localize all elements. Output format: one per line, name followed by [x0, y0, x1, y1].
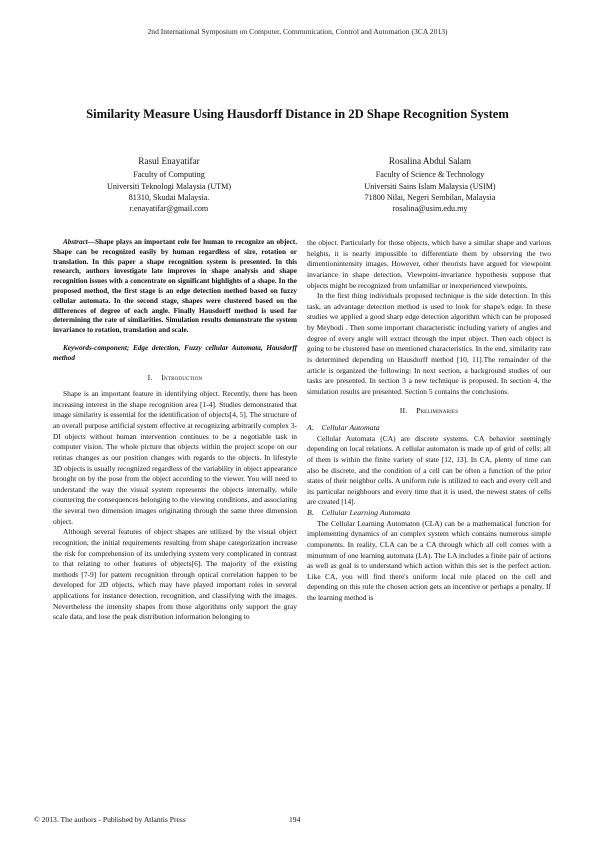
- cellular-learning-automata-paragraph: The Cellular Learning Automaton (CLA) can be a mathematical function for implementing dynamics of an complex system which contains numerous simple components. In reality, CLA can be a CA through which all cell comes with a minumum of one learning automata (LA). The LA includes a finite pair of actions as well as goal is to understand which action within this set is the perfect action. Like CA, you will find there's uniform local rule placed on the cell and depending on this rule the chosen action gets an incentive or perhaps a penalty. If the learning method is: [307, 518, 551, 602]
- abstract: [53, 238, 297, 336]
- right-column: [307, 238, 551, 604]
- conference-header: 2nd International Symposium on Computer, Communication, Control and Automation (3CA 2013): [147, 27, 448, 36]
- author-email[interactable]: rosalina@usim.edu.my: [392, 204, 468, 214]
- author-address: 81310, Skudai Malaysia.: [128, 192, 210, 202]
- author-block-1: [54, 156, 284, 214]
- section-title: Preliminaries: [416, 406, 459, 416]
- method-overview-paragraph: In the first thing individuals proposed technique is the side detection. In this task, an advantage detection method is used to look for shape's edge. In these studies we applied a good sharp edge detection algorithm which can be proposed by Meybodi . Then some important characteristic including variety of angles and degree of every angle will extract through the input object. Then each object is going to be clustered base on mentioned characteristics. In the end, similarity rate is determined depending on Hausdorff method [10, 11].The remainder of the article is organized the following: In next section, a background studies of our tasks are presented. In section 3 a new technique is proposed. In section 4, the simulation results are presented. Section 5 contains the conclusions.: [307, 291, 551, 396]
- subsection-heading-cellular-automata: [307, 423, 551, 434]
- section-heading-introduction: [53, 373, 297, 384]
- section-title: Introduction: [161, 372, 203, 382]
- left-column: [53, 238, 297, 623]
- keywords: Keywords-component; Edge detection, Fuzzy cellular Automata, Hausdorff method: [53, 343, 297, 362]
- page-number: 194: [289, 815, 301, 824]
- author-university: Universiti Sains Islam Malaysia (USIM): [364, 181, 496, 191]
- section-heading-preliminaries: [307, 406, 551, 417]
- author-address: 71800 Nilai, Negeri Sembilan, Malaysia: [364, 192, 496, 202]
- continued-paragraph: the object. Particularly for those objects, which have a similar shape and various heights, it is nearly impossible to differentiate them by observing the two dimentionintensity images. However, other theorists have argued for viewpoint invariance in shape detection. Viewpoint-invariance hypothesis suppose that objects might be recognized from unfamiliar or inexperienced viewpoints.: [307, 238, 551, 290]
- author-name: Rasul Enayatifar: [138, 156, 200, 166]
- subsection-title: Cellular Automata: [321, 423, 380, 432]
- abstract-text: —Shape plays an important role for human to recognize an object. Shape can be recognized easily by human regardless of size, rotation or translation. In this paper a shape recognition system is presented. In this research, authors investigate late improves in shape analysis and shape recognition issues with a concentrate on significant highlights of a shape. In the proposed method, the first stage is an edge detection method based on fuzzy cellular automata. In the second stage, shapes were clustered based on the differences of degree of each angle. Finally Hausdorff method is used for determining the rate of similarities. Simulation results demonstrate the system invariance to rotation, translation and scale.: [53, 238, 297, 335]
- subsection-label: A.: [307, 423, 314, 432]
- section-number: I.: [147, 372, 153, 382]
- footer-copyright: © 2013. The authors - Published by Atlantis Press: [34, 815, 186, 824]
- author-university: Universiti Teknologi Malaysia (UTM): [106, 181, 232, 191]
- author-name: Rosalina Abdul Salam: [388, 156, 472, 166]
- author-email[interactable]: r.enayatifar@gmail.com: [129, 204, 209, 214]
- author-block-2: [315, 156, 545, 214]
- subsection-heading-cellular-learning-automata: [307, 508, 551, 519]
- cellular-automata-paragraph: Cellular Automata (CA) are discrete systems. CA behavior seemingly depending on local relations. A cellular automaton is made up of grid of cells; all of them is within the finite variety of state [12, 13]. In CA, plenty of time can also be discrete, and the condition of a cell can be often a function of the prior states of their neighbor cells. A uniform rule is utilized to each and every cell and its particular neighbours and every time that it is used, the newest states of cells are created [14].: [307, 433, 551, 507]
- abstract-lead: Abstract: [63, 238, 88, 246]
- author-faculty: Faculty of Science & Technology: [375, 170, 485, 180]
- author-faculty: Faculty of Computing: [133, 170, 205, 180]
- intro-paragraph-1: Shape is an important feature in identifying object. Recently, there has been increasing interest in the shape recognition area [1-4]. Studies demonstrated that image similarity is essential for the identification of objects[4, 5]. The structure of an overall purpose artificial system effective at recognizing arbitrarily complex 3-DI objects without human intervention continues to be a negotiable task in computer vision. The whole picture that objects within the project scope on our retinas changes as our position changes with regards to the objects. In lifestyle 3D objects is usually recognized regardless of the variability in object appearance brought on by the pose from the object according to the viewer. You will need to understand the way the visual system represents the objects internally, while countering the consequences belonging to the viewing conditions, and associating the several two dimension images originating through the same three dimension object.: [53, 389, 297, 526]
- paper-title: Similarity Measure Using Hausdorff Distance in 2D Shape Recognition System: [86, 107, 509, 121]
- subsection-label: B.: [307, 508, 314, 517]
- intro-paragraph-2: Although several features of object shapes are utilized by the visual object recognition, the initial requirements resulting from shape categorization increase the risk for comprehension of its underlying system very complicated in contrast to that relating to other features of objects[6]. The majority of the existing methods [7-9] for pattern recognition through optical correlation happen to be developed for 2D objects, which may have played important roles in several applications for instance detection, recognition, and classifying with the images. Nevertheless the intensity shapes from those algorithms only support the gray scale data, and lose the peak distribution information belonging to: [53, 527, 297, 622]
- section-number: II.: [399, 406, 408, 416]
- subsection-title: Cellular Learning Automata: [321, 508, 411, 517]
